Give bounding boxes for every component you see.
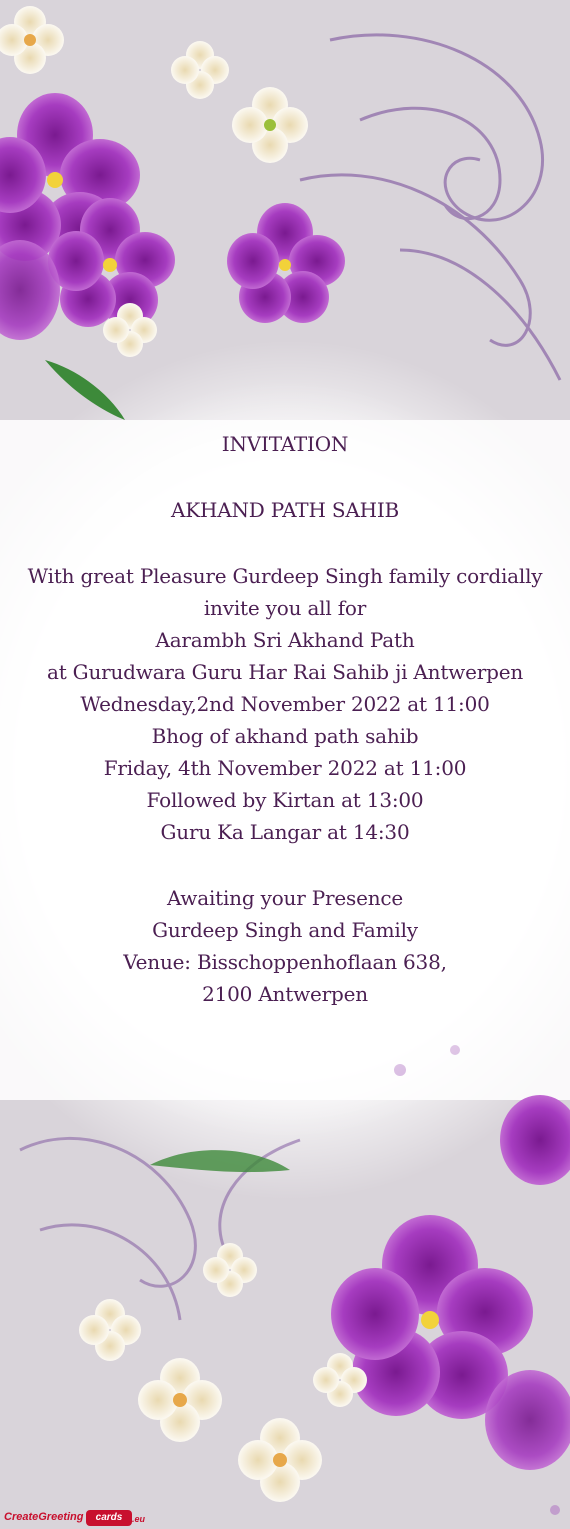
closing-line: 2100 Antwerpen bbox=[202, 982, 368, 1006]
invitation-line: invite you all for bbox=[203, 596, 367, 620]
invitation-line: Guru Ka Langar at 14:30 bbox=[160, 820, 410, 844]
closing-line: Venue: Bisschoppenhoflaan 638, bbox=[123, 950, 447, 974]
closing-line: Awaiting your Presence bbox=[166, 886, 404, 910]
closing-line: Gurdeep Singh and Family bbox=[152, 918, 418, 942]
invitation-line: Aarambh Sri Akhand Path bbox=[155, 628, 415, 652]
invitation-line: Friday, 4th November 2022 at 11:00 bbox=[103, 756, 467, 780]
invitation-line: Followed by Kirtan at 13:00 bbox=[146, 788, 424, 812]
invitation-line: Bhog of akhand path sahib bbox=[151, 724, 419, 748]
heading: INVITATION bbox=[221, 432, 349, 456]
watermark-logo[interactable] bbox=[2, 1503, 146, 1529]
watermark-suffix: .eu bbox=[132, 1514, 146, 1524]
invitation-line: at Gurudwara Guru Har Rai Sahib ji Antwerpen bbox=[46, 660, 524, 684]
invitation-line: Wednesday,2nd November 2022 at 11:00 bbox=[80, 692, 490, 716]
invitation-text bbox=[0, 428, 570, 1010]
watermark-badge: cards bbox=[86, 1510, 132, 1526]
watermark-brand: CreateGreeting bbox=[4, 1511, 84, 1523]
invitation-line: With great Pleasure Gurdeep Singh family cordially bbox=[27, 564, 543, 588]
event-title: AKHAND PATH SAHIB bbox=[170, 498, 400, 522]
